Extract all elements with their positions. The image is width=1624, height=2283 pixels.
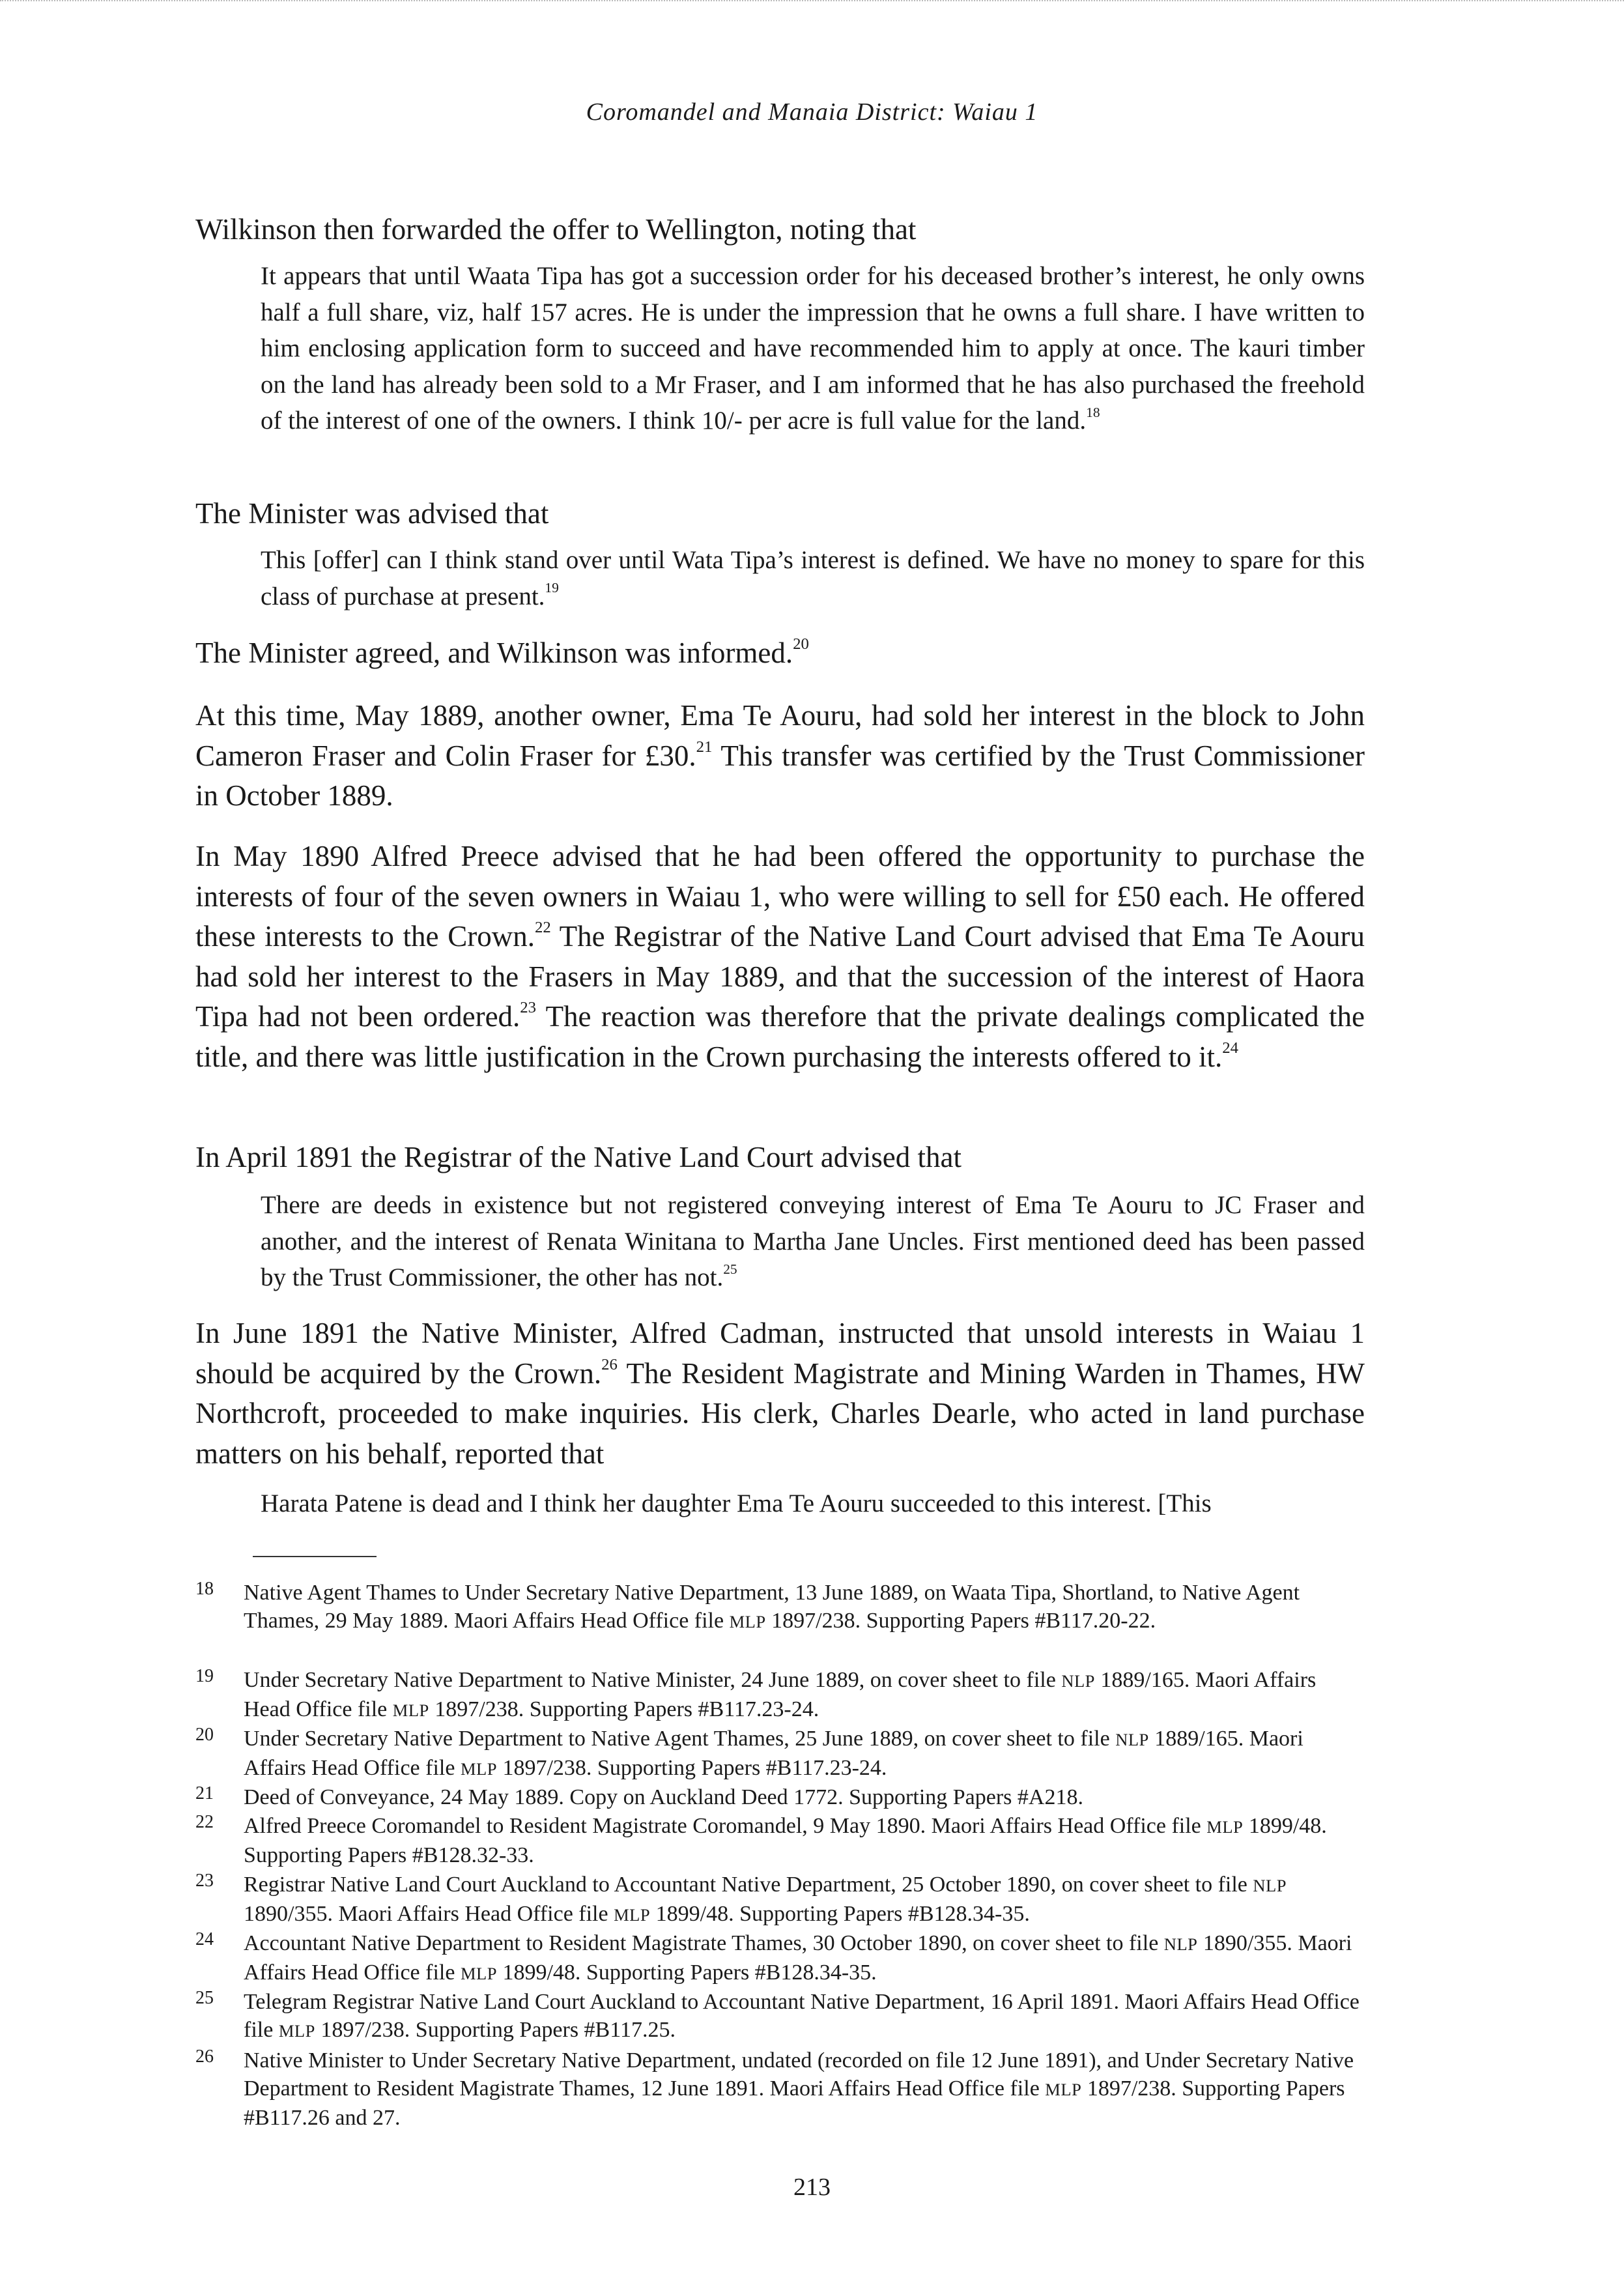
file-prefix: NLP bbox=[1163, 1934, 1198, 1954]
footnote-number: 21 bbox=[195, 1783, 214, 1803]
file-prefix: MLP bbox=[1206, 1817, 1244, 1837]
footnote-26 bbox=[195, 2046, 1368, 2132]
footnote-text: Accountant Native Department to Resident Magistrate Thames, 30 October 1890, on cover sheet to file NLP 1890/355. Maori Affairs Head Office file MLP 1899/48. Supporting Papers #B128.34-35. bbox=[244, 1931, 1352, 1985]
footnote-23 bbox=[195, 1871, 1368, 1929]
footnote-text: Under Secretary Native Department to Native Minister, 24 June 1889, on cover sheet to file NLP 1889/165. Maori Affairs Head Office file MLP 1897/238. Supporting Papers #B117.23-24. bbox=[244, 1668, 1317, 1721]
footnote-text: Deed of Conveyance, 24 May 1889. Copy on Auckland Deed 1772. Supporting Papers #A218. bbox=[244, 1785, 1083, 1809]
footnote-22 bbox=[195, 1812, 1368, 1869]
footnote-text: Registrar Native Land Court Auckland to Accountant Native Department, 25 October 1890, on cover sheet to file NLP 1890/355. Maori Affairs Head Office file MLP 1899/48. Supporting Papers #B128.34-35. bbox=[244, 1873, 1287, 1926]
footnote-18 bbox=[195, 1579, 1368, 1636]
footnote-ref-26[interactable]: 26 bbox=[601, 1355, 618, 1373]
footnote-number: 20 bbox=[195, 1725, 214, 1745]
page-number: 213 bbox=[793, 2174, 831, 2201]
footnote-separator bbox=[253, 1556, 377, 1557]
file-prefix: MLP bbox=[460, 1964, 497, 1983]
file-prefix: MLP bbox=[278, 2021, 315, 2041]
footnote-text: Telegram Registrar Native Land Court Auckland to Accountant Native Department, 16 April 1891. Maori Affairs Head Office file MLP 1897/238. Supporting Papers #B117.25. bbox=[244, 1990, 1360, 2042]
footnote-text: Under Secretary Native Department to Native Agent Thames, 25 June 1889, on cover sheet to file NLP 1889/165. Maori Affairs Head Office file MLP 1897/238. Supporting Papers #B117.23-24. bbox=[244, 1727, 1303, 1780]
footnote-text: Native Minister to Under Secretary Native Department, undated (recorded on file 12 June 1891), and Under Secretary Native Department to Resident Magistrate Thames, 12 June 1891. Maori Affairs Head Office file MLP 1897/238. Supporting Papers #B117.26 and 27. bbox=[244, 2048, 1354, 2130]
footnote-20 bbox=[195, 1725, 1368, 1783]
footnote-number: 18 bbox=[195, 1579, 214, 1599]
footnote-ref-25[interactable]: 25 bbox=[723, 1261, 737, 1277]
file-prefix: NLP bbox=[1061, 1671, 1095, 1691]
footnote-text: Alfred Preece Coromandel to Resident Magistrate Coromandel, 9 May 1890. Maori Affairs Head Office file MLP 1899/48. Supporting Papers #B128.32-33. bbox=[244, 1814, 1327, 1867]
footnote-25 bbox=[195, 1988, 1368, 2045]
file-prefix: MLP bbox=[614, 1905, 651, 1925]
footnote-number: 23 bbox=[195, 1871, 214, 1891]
file-prefix: MLP bbox=[392, 1701, 429, 1720]
paragraph-5: In May 1890 Alfred Preece advised that he had been offered the opportunity to purchase the interests of four of the seven owners in Waiau 1, who were willing to sell for £50 each. He offered these interests to the Crown.$^{22}$ The Registrar of the Native Land Court advised that Ema Te Aouru had sold her interest to the Frasers in May 1889, and that the succession of the interest of Haora Tipa had not been ordered.$^{23}$ The reaction was therefore that the private dealings complicated the title, and there was little justification in the Crown purchasing the interests offered to it.$^{24}$ bbox=[195, 840, 1365, 1073]
file-prefix: MLP bbox=[729, 1612, 766, 1631]
paragraph-1: Wilkinson then forwarded the offer to Wellington, noting that bbox=[195, 213, 917, 246]
footnote-ref-20[interactable]: 20 bbox=[793, 635, 809, 653]
quote-4: Harata Patene is dead and I think her daughter Ema Te Aouru succeeded to this interest. [This bbox=[261, 1489, 1212, 1517]
footnote-ref-18[interactable]: 18 bbox=[1086, 404, 1100, 420]
footnote-number: 25 bbox=[195, 1988, 214, 2008]
file-prefix: MLP bbox=[460, 1759, 497, 1779]
footnote-number: 22 bbox=[195, 1812, 214, 1832]
file-prefix: NLP bbox=[1253, 1876, 1287, 1895]
footnote-number: 26 bbox=[195, 2046, 214, 2067]
paragraph-7: In June 1891 the Native Minister, Alfred Cadman, instructed that unsold interests in Waiau 1 should be acquired by the Crown.$^{26}$ The Resident Magistrate and Mining Warden in Thames, HW Northcroft, proceeded to make inquiries. His clerk, Charles Dearle, who acted in land purchase matters on his behalf, reported that bbox=[195, 1317, 1365, 1470]
footnote-19 bbox=[195, 1666, 1368, 1725]
footnote-ref-24[interactable]: 24 bbox=[1222, 1039, 1239, 1057]
footnote-number: 19 bbox=[195, 1666, 214, 1686]
paragraph-6: In April 1891 the Registrar of the Native Land Court advised that bbox=[195, 1141, 962, 1173]
file-prefix: MLP bbox=[1045, 2080, 1082, 2099]
quote-3: There are deeds in existence but not registered conveying interest of Ema Te Aouru to JC Fraser and another, and the interest of Renata Winitana to Martha Jane Uncles. First mentioned deed has been passed by the Trust Commissioner, the other has not.$^{25}$ bbox=[261, 1191, 1365, 1291]
paragraph-4: At this time, May 1889, another owner, Ema Te Aouru, had sold her interest in the block to John Cameron Fraser and Colin Fraser for £30.21 This transfer was certified by the Trust Commissioner in October 1889. bbox=[195, 699, 1365, 812]
file-prefix: NLP bbox=[1115, 1730, 1149, 1749]
footnote-ref-19[interactable]: 19 bbox=[545, 580, 559, 596]
footnote-text: Native Agent Thames to Under Secretary Native Department, 13 June 1889, on Waata Tipa, Shortland, to Native Agent Thames, 29 May 1889. Maori Affairs Head Office file MLP 1897/238. Supporting Papers #B117.20-22. bbox=[244, 1581, 1300, 1633]
quote-1: It appears that until Waata Tipa has got a succession order for his deceased brother’s interest, he only owns half a full share, viz, half 157 acres. He is under the impression that he owns a full share. I have written to him enclosing application form to succeed and have recommended him to apply at once. The kauri timber on the land has already been sold to a Mr Fraser, and I am informed that he has also purchased the freehold of the interest of one of the owners. I think 10/- per acre is full value for the land.$^{18}$ bbox=[261, 262, 1365, 435]
footnote-24 bbox=[195, 1929, 1368, 1988]
footnote-ref-22[interactable]: 22 bbox=[534, 919, 551, 937]
footnote-ref-21[interactable]: 21 bbox=[696, 738, 713, 756]
paragraph-2: The Minister was advised that bbox=[195, 497, 549, 530]
footnote-21 bbox=[195, 1783, 1368, 1811]
scan-edge bbox=[0, 0, 1624, 3]
footnote-ref-23[interactable]: 23 bbox=[520, 999, 537, 1017]
quote-2: This [offer] can I think stand over until Wata Tipa’s interest is defined. We have no money to spare for this class of purchase at present.$^{19}$ bbox=[261, 546, 1365, 610]
paragraph-3: The Minister agreed, and Wilkinson was informed.$^{20}$ bbox=[195, 635, 809, 669]
running-head: Coromandel and Manaia District: Waiau 1 bbox=[586, 98, 1038, 126]
footnote-number: 24 bbox=[195, 1929, 214, 1949]
